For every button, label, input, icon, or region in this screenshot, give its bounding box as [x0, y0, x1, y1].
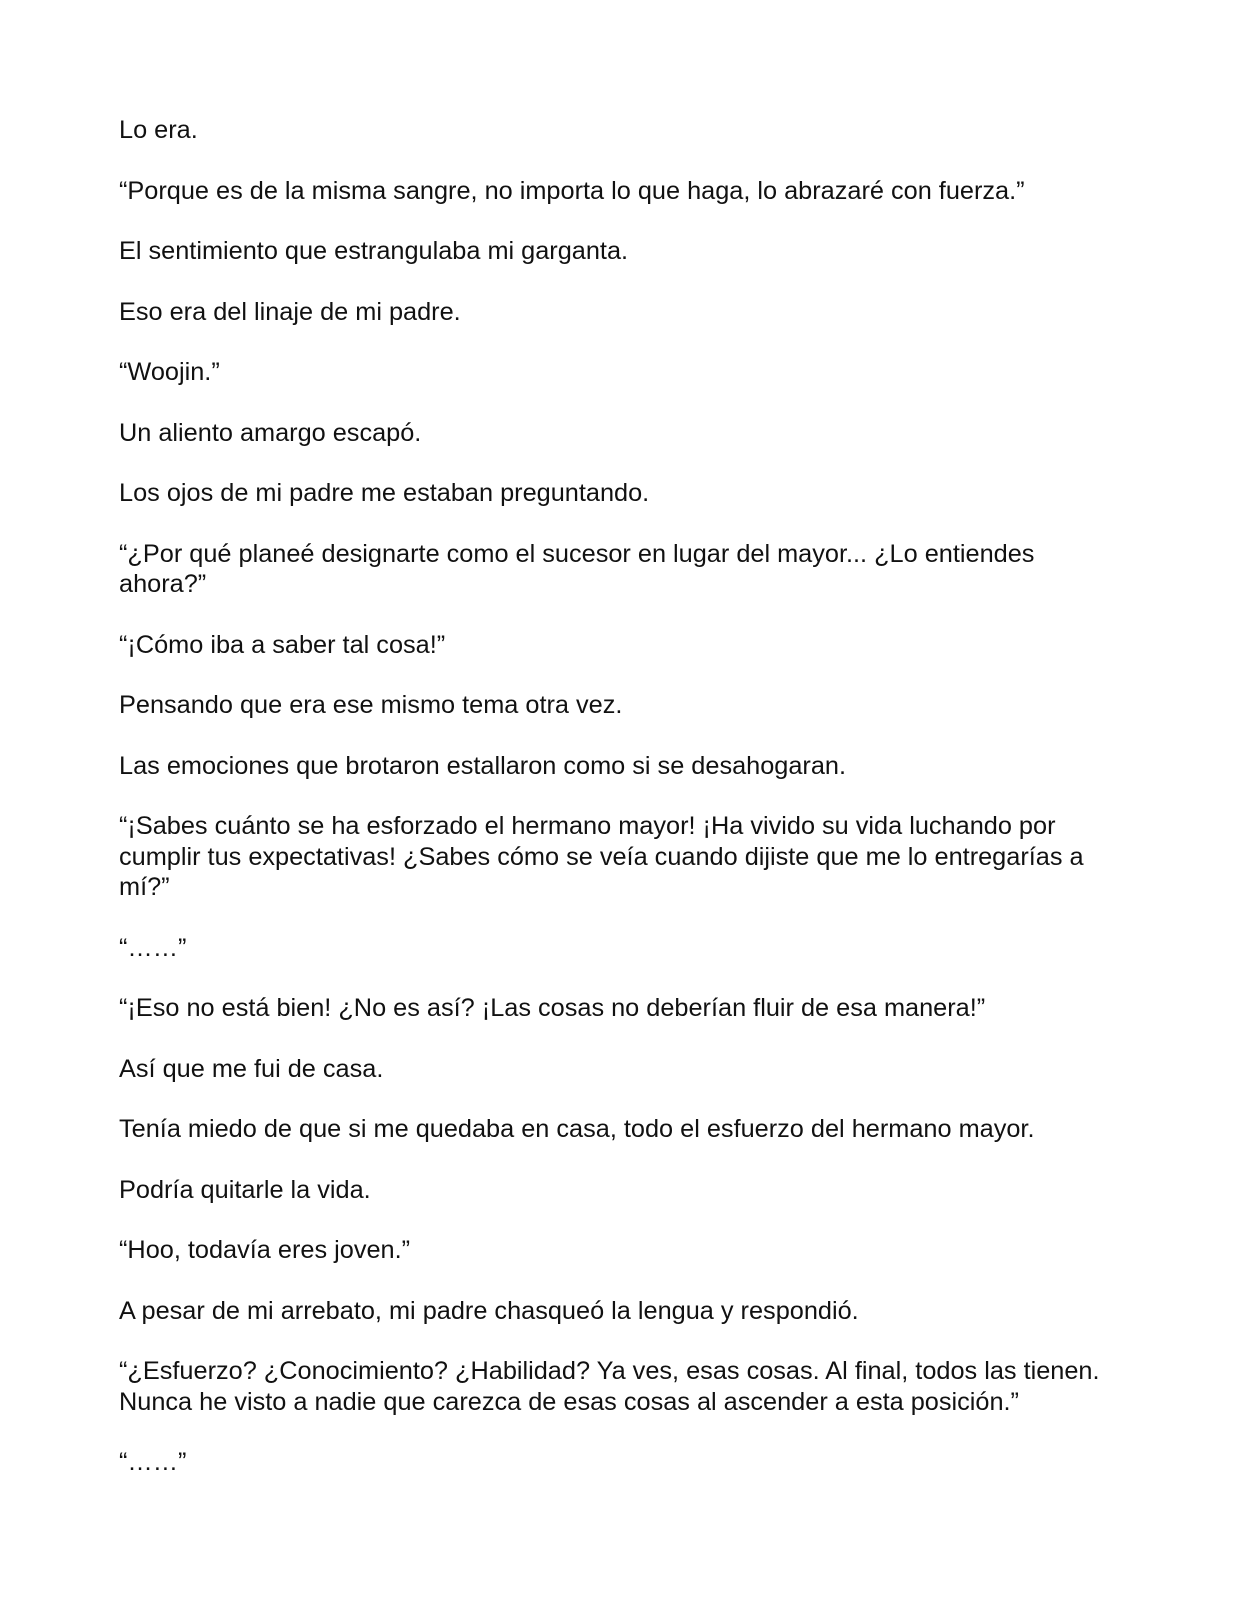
paragraph: Eso era del linaje de mi padre. [119, 297, 461, 326]
paragraph: Las emociones que brotaron estallaron como si se desahogaran. [119, 751, 847, 780]
paragraph: “¡Eso no está bien! ¿No es así? ¡Las cosas no deberían fluir de esa manera!” [119, 994, 986, 1022]
paragraph: Un aliento amargo escapó. [119, 418, 422, 447]
paragraph: “¡Sabes cuánto se ha esforzado el hermano mayor! ¡Ha vivido su vida luchando por cumplir tus expectativas! ¿Sabes cómo se veía cuando dijiste que me lo entregarías a mí?” [119, 812, 1084, 901]
paragraph: El sentimiento que estrangulaba mi garganta. [119, 237, 629, 265]
paragraph: “……” [119, 1448, 187, 1476]
paragraph: Pensando que era ese mismo tema otra vez. [119, 691, 623, 719]
paragraph: A pesar de mi arrebato, mi padre chasqueó la lengua y respondió. [119, 1296, 859, 1325]
paragraph: “¿Esfuerzo? ¿Conocimiento? ¿Habilidad? Ya ves, esas cosas. Al final, todos las tienen. Nunca he visto a nadie que carezca de esas cosas al ascender a esta posición.” [119, 1357, 1100, 1416]
paragraph: Lo era. [119, 116, 198, 144]
paragraph: Tenía miedo de que si me quedaba en casa, todo el esfuerzo del hermano mayor. [119, 1115, 1035, 1143]
paragraph: Podría quitarle la vida. [119, 1175, 371, 1204]
paragraph: “¿Por qué planeé designarte como el sucesor en lugar del mayor... ¿Lo entiendes ahora?” [119, 539, 1035, 598]
paragraph: “Porque es de la misma sangre, no importa lo que haga, lo abrazaré con fuerza.” [119, 176, 1025, 205]
paragraph: Los ojos de mi padre me estaban preguntando. [119, 479, 650, 507]
paragraph: “Woojin.” [119, 358, 220, 386]
paragraph: Así que me fui de casa. [119, 1054, 384, 1083]
paragraph: “Hoo, todavía eres joven.” [119, 1236, 411, 1264]
paragraph: “……” [119, 933, 187, 962]
paragraph: “¡Cómo iba a saber tal cosa!” [119, 630, 446, 659]
